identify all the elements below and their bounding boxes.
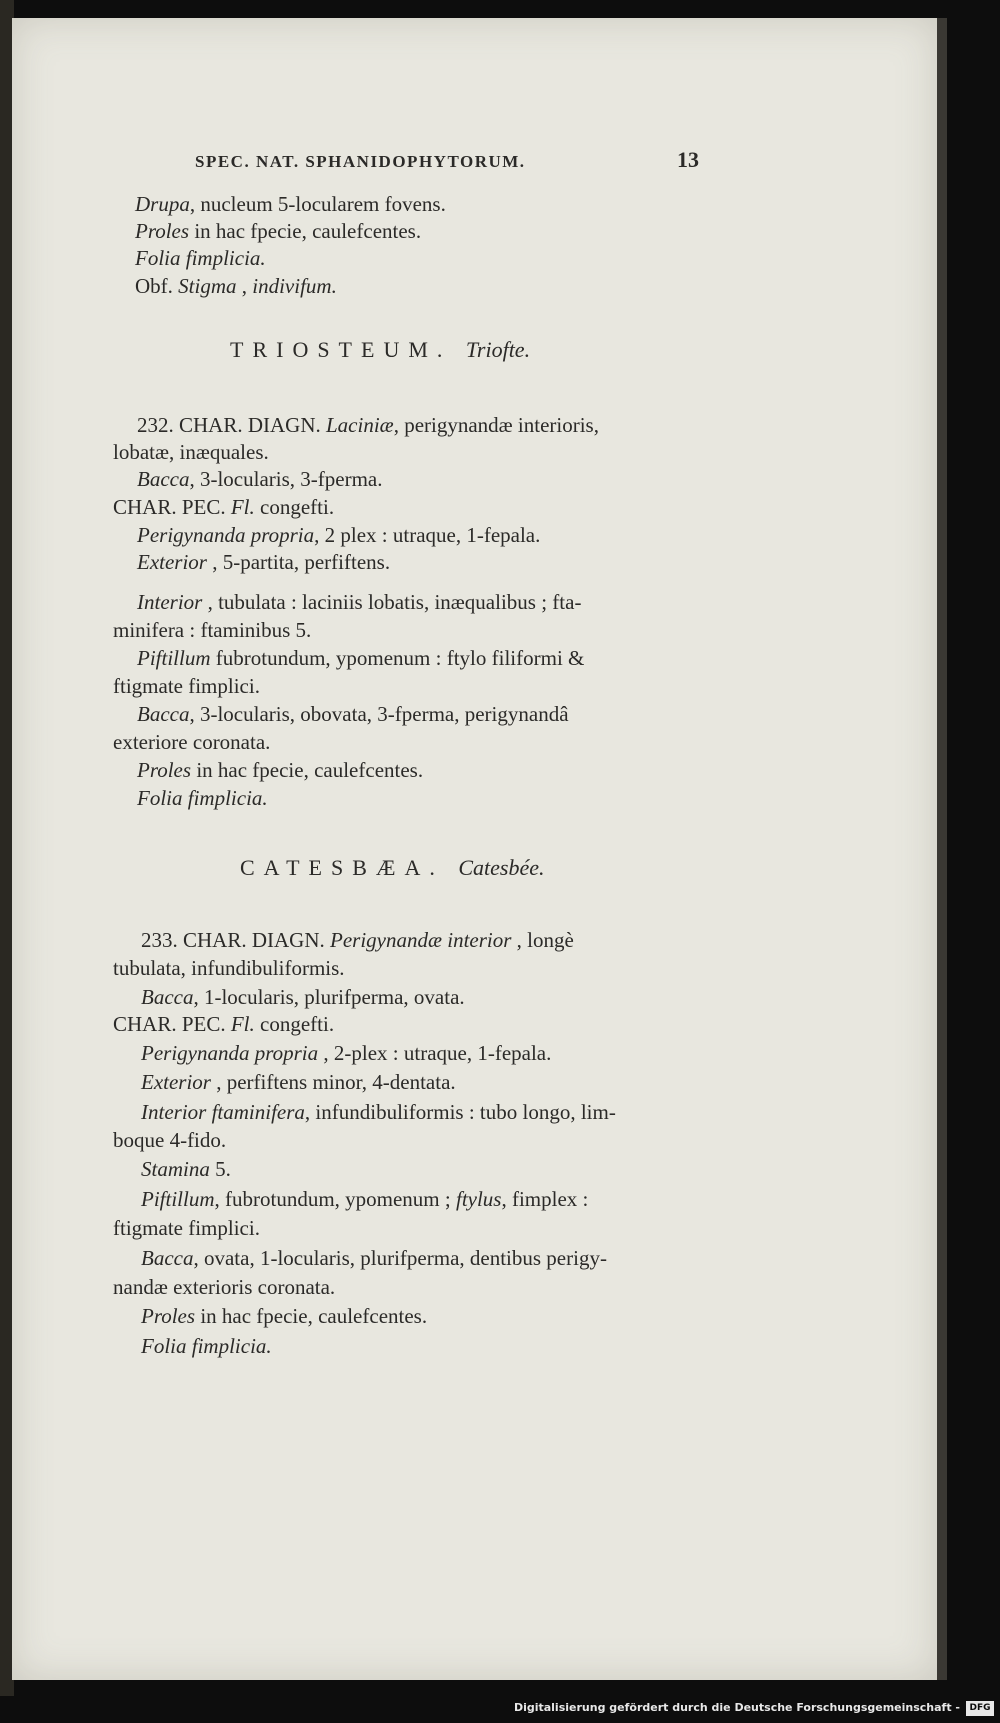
text: Obf. [135, 274, 179, 298]
term: ftylus [455, 1187, 502, 1211]
species-number: 233. [141, 928, 178, 952]
term: Proles [135, 219, 190, 243]
text: , 5-partita, perfiftens. [206, 550, 391, 574]
genus-heading [240, 854, 545, 882]
diagnosis-line [141, 926, 574, 954]
text-line [137, 521, 540, 549]
text: congefti. [254, 1012, 335, 1036]
term: Drupa [135, 192, 190, 216]
term: Stigma [178, 274, 237, 298]
text-line [141, 1185, 588, 1213]
term: Interior ftaminifera [141, 1100, 305, 1124]
text-line: lobatæ, inæquales. [113, 440, 269, 464]
page-number: 13 [677, 147, 699, 172]
digitization-footer [0, 1696, 1000, 1723]
text-line [137, 588, 581, 616]
term: Proles [137, 758, 192, 782]
genus-name: TRIOSTEUM. [230, 337, 452, 362]
term: Proles [141, 1304, 196, 1328]
vernacular-name: Triofte. [465, 337, 531, 362]
text-line [137, 548, 390, 576]
term: Perigynandæ interior [330, 928, 512, 952]
genus-heading [230, 336, 530, 364]
text: , fimplex : [501, 1187, 589, 1211]
text: , 1-locularis, plurifperma, ovata. [193, 985, 465, 1009]
term: Interior [137, 590, 203, 614]
term: Piftillum [137, 646, 211, 670]
text: in hac fpecie, caulefcentes. [191, 758, 424, 782]
text: in hac fpecie, caulefcentes. [195, 1304, 428, 1328]
text-line [137, 700, 569, 728]
text-line: nandæ exterioris coronata. [113, 1275, 336, 1299]
term: Bacca [141, 985, 194, 1009]
term: Perigynanda propria [141, 1041, 319, 1065]
text: , 2-plex : utraque, 1-fepala. [318, 1041, 552, 1065]
term: Bacca [137, 702, 190, 726]
text-line [137, 644, 584, 672]
intro-line [135, 190, 446, 218]
text: in hac fpecie, caulefcentes. [189, 219, 422, 243]
text: , longè [511, 928, 574, 952]
diagnosis-line [137, 411, 599, 439]
text-line [113, 1010, 334, 1038]
text-line [137, 465, 383, 493]
genus-name: CATESBÆA. [240, 855, 444, 880]
term: Folia fimplicia. [135, 246, 266, 270]
term: Stamina [141, 1157, 210, 1181]
intro-line [135, 244, 266, 272]
text: , ovata, 1-locularis, plurifperma, dentibus perigy- [193, 1246, 607, 1270]
running-title: SPEC. NAT. SPHANIDOPHYTORUM. [195, 152, 526, 171]
section-label: CHAR. DIAGN. [183, 928, 325, 952]
text: , perigynandæ interioris, [393, 413, 599, 437]
text-line: exteriore coronata. [113, 730, 271, 754]
text: , 3-locularis, 3-fperma. [189, 467, 383, 491]
text-line: minifera : ftaminibus 5. [113, 618, 312, 642]
text-line [141, 1098, 616, 1126]
footer-credit: Digitalisierung gefördert durch die Deutsche Forschungsgemeinschaft - [513, 1701, 960, 1714]
text-line: tubulata, infundibuliformis. [113, 956, 345, 980]
text-line: Folia fimplicia. [137, 786, 268, 810]
text: congefti. [254, 495, 335, 519]
species-number: 232. [137, 413, 174, 437]
term: indivifum. [252, 274, 337, 298]
text-line [141, 1155, 231, 1183]
text: , 2 plex : utraque, 1-fepala. [314, 523, 541, 547]
dfg-logo: DFG [966, 1701, 994, 1716]
text: , fubrotundum, ypomenum ; [214, 1187, 456, 1211]
text-line [141, 1302, 427, 1330]
section-label: CHAR. PEC. [113, 1012, 226, 1036]
term: Piftillum [141, 1187, 215, 1211]
term: Bacca [137, 467, 190, 491]
text-line: ftigmate fimplici. [113, 1216, 260, 1240]
text-line [141, 1068, 456, 1096]
text: , perfiftens minor, 4-dentata. [210, 1070, 456, 1094]
intro-line [135, 272, 337, 300]
page-edge [937, 18, 947, 1680]
text: , [236, 274, 253, 298]
text: , tubulata : laciniis lobatis, inæqualibus ; fta- [202, 590, 582, 614]
term: Perigynanda propria [137, 523, 315, 547]
text-line: ftigmate fimplici. [113, 674, 260, 698]
term: Fl. [230, 495, 255, 519]
vernacular-name: Catesbée. [458, 855, 545, 880]
term: Laciniæ [326, 413, 394, 437]
text-line: boque 4-fido. [113, 1128, 227, 1152]
term: Exterior [141, 1070, 211, 1094]
intro-line [135, 217, 421, 245]
text: , nucleum 5-locularem fovens. [189, 192, 446, 216]
text-line [141, 1244, 607, 1272]
text-line [113, 493, 334, 521]
section-label: CHAR. PEC. [113, 495, 226, 519]
page-content [12, 18, 937, 1680]
text-line: Folia fimplicia. [141, 1334, 272, 1358]
section-label: CHAR. DIAGN. [179, 413, 321, 437]
term: Exterior [137, 550, 207, 574]
text: 5. [209, 1157, 231, 1181]
text-line [141, 1039, 551, 1067]
term: Bacca [141, 1246, 194, 1270]
text-line [137, 756, 423, 784]
book-page [12, 18, 937, 1680]
text-line [141, 983, 465, 1011]
text: , 3-locularis, obovata, 3-fperma, perigynandâ [189, 702, 569, 726]
text: fubrotundum, ypomenum : ftylo filiformi & [210, 646, 585, 670]
term: Fl. [230, 1012, 255, 1036]
text: , infundibuliformis : tubo longo, lim- [304, 1100, 616, 1124]
